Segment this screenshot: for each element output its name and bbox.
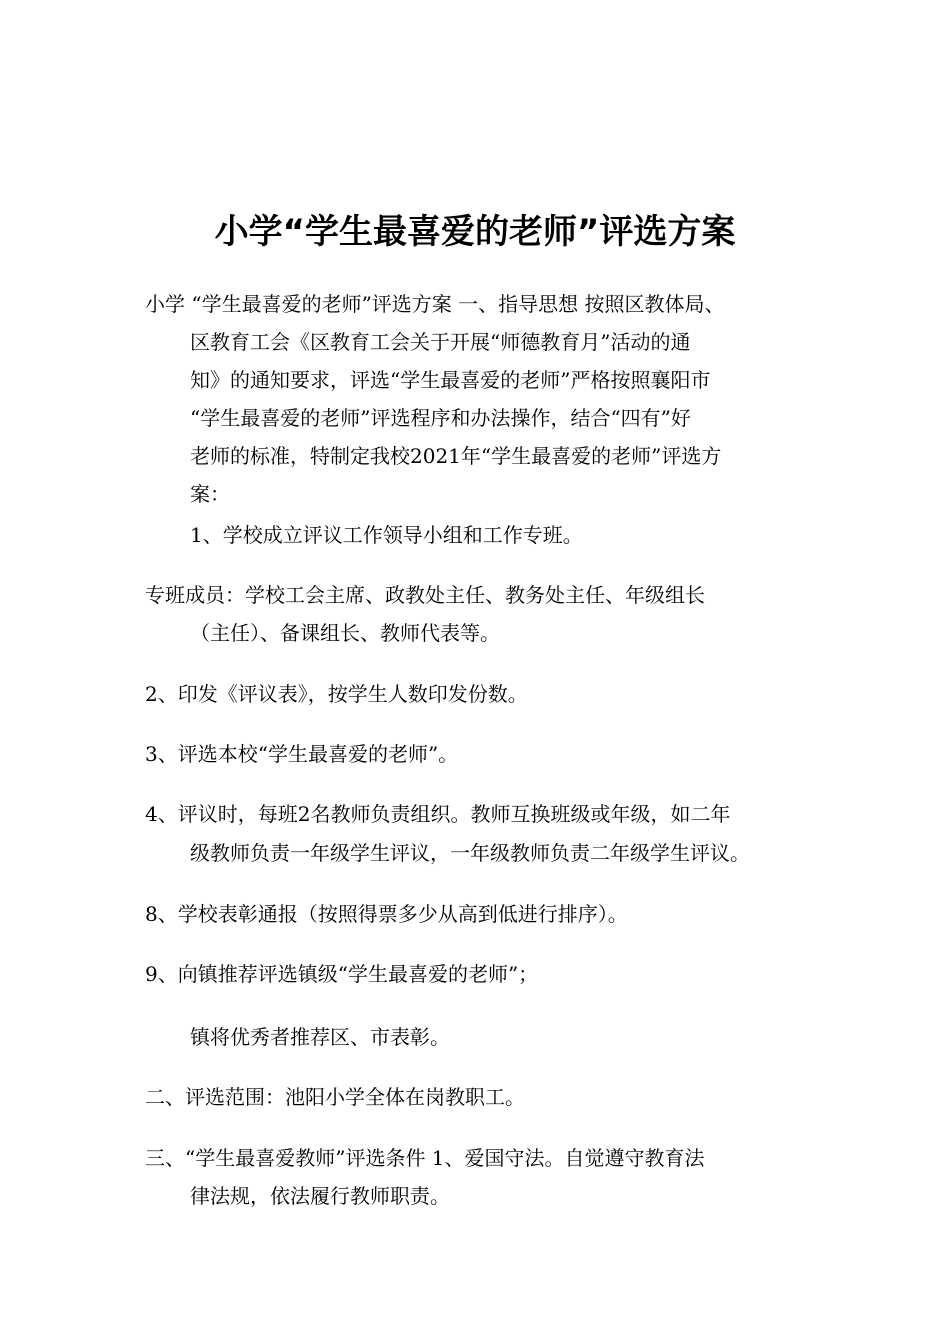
paragraph-line: （主任）、备课组长、教师代表等。 bbox=[190, 621, 500, 645]
list-item: 2、印发《评议表》，按学生人数印发份数。 bbox=[145, 682, 528, 706]
paragraph-line: 律法规，依法履行教师职责。 bbox=[190, 1184, 450, 1208]
paragraph-line: 专班成员：学校工会主席、政教处主任、教务处主任、年级组长 bbox=[145, 583, 705, 607]
paragraph-line: 区教育工会《区教育工会关于开展“师德教育月”活动的通 bbox=[190, 330, 691, 354]
paragraph-line: 案： bbox=[190, 482, 230, 506]
paragraph-line: 老师的标准，特制定我校2021年“学生最喜爱的老师”评选方 bbox=[190, 444, 722, 468]
paragraph-line: 镇将优秀者推荐区、市表彰。 bbox=[190, 1025, 450, 1049]
paragraph-line: 级教师负责一年级学生评议，一年级教师负责二年级学生评议。 bbox=[190, 841, 750, 865]
list-item: 9、向镇推荐评选镇级“学生最喜爱的老师”； bbox=[145, 962, 539, 986]
list-item: 1、学校成立评议工作领导小组和工作专班。 bbox=[190, 523, 583, 547]
list-item: 8、学校表彰通报（按照得票多少从高到低进行排序）。 bbox=[145, 902, 628, 926]
document-title: 小学“学生最喜爱的老师”评选方案 bbox=[214, 212, 736, 252]
paragraph-line: 小学 “学生最喜爱的老师”评选方案 一、指导思想 按照区教体局、 bbox=[145, 292, 725, 316]
list-item: 4、评议时，每班2名教师负责组织。教师互换班级或年级，如二年 bbox=[145, 802, 731, 826]
paragraph-line: “学生最喜爱的老师”评选程序和办法操作，结合“四有”好 bbox=[190, 406, 691, 430]
section-heading: 三、“学生最喜爱教师”评选条件 1、爱国守法。自觉遵守教育法 bbox=[145, 1146, 705, 1170]
list-item: 3、评选本校“学生最喜爱的老师”。 bbox=[145, 742, 459, 766]
paragraph-line: 知》的通知要求，评选“学生最喜爱的老师”严格按照襄阳市 bbox=[190, 368, 711, 392]
section-heading: 二、评选范围：池阳小学全体在岗教职工。 bbox=[145, 1085, 525, 1109]
